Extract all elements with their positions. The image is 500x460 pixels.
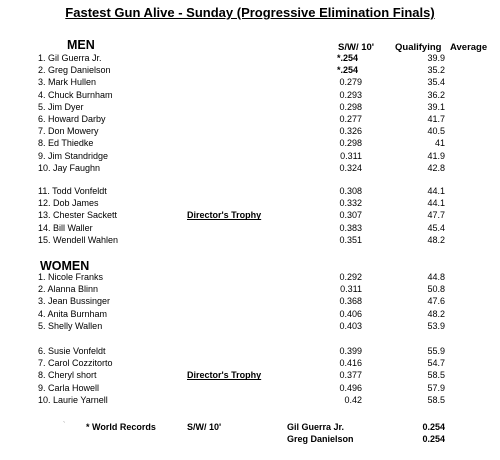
- qualifying-average-value: 53.9: [427, 320, 445, 331]
- sw-time-value: *.254: [337, 53, 359, 63]
- qualifying-average-value: 40.5: [427, 126, 445, 137]
- table-row: [0, 126, 500, 138]
- qualifying-average-value: 35.4: [427, 77, 445, 88]
- sw-time-value: 0.298: [339, 101, 362, 112]
- directors-trophy-label: Director's Trophy: [187, 210, 262, 221]
- column-sw-header: S/W/ 10': [338, 42, 375, 53]
- table-row: [0, 65, 500, 77]
- sw-time-value: 0.416: [339, 358, 362, 369]
- sw-time-value: 0.279: [339, 77, 362, 88]
- qualifying-average-value: 57.9: [427, 382, 445, 393]
- competitor-name: 6. Howard Darby: [38, 114, 106, 124]
- qualifying-average-value: 58.5: [427, 394, 445, 405]
- competitor-name: 9. Carla Howell: [38, 382, 100, 393]
- table-row: [0, 321, 500, 333]
- competitor-name: 2. Alanna Blinn: [38, 284, 99, 295]
- sw-time-value: 0.42: [344, 394, 362, 405]
- qualifying-average-value: 48.2: [427, 234, 445, 245]
- sw-time-value: 0.406: [339, 308, 362, 319]
- table-row: [0, 370, 500, 382]
- qualifying-average-value: 45.4: [427, 222, 445, 233]
- qualifying-average-value: 44.1: [427, 198, 445, 209]
- world-records-sw-label: S/W/ 10': [187, 422, 222, 432]
- directors-trophy-label: Director's Trophy: [187, 370, 262, 381]
- column-average-header: Average: [450, 42, 488, 53]
- qualifying-average-value: 44.8: [427, 272, 445, 282]
- competitor-name: 9. Jim Standridge: [38, 150, 109, 161]
- qualifying-average-value: 50.8: [427, 284, 445, 295]
- world-record-name: Greg Danielson: [287, 434, 354, 444]
- competitor-name: 12. Dob James: [38, 198, 99, 209]
- competitor-name: 15. Wendell Wahlen: [38, 234, 119, 245]
- table-row: [0, 309, 500, 321]
- qualifying-average-value: 47.6: [427, 296, 445, 307]
- competitor-name: 8. Cheryl short: [38, 370, 97, 381]
- sw-time-value: 0.277: [339, 114, 362, 124]
- sw-time-value: 0.368: [339, 296, 362, 307]
- competitor-name: 3. Mark Hullen: [38, 77, 97, 88]
- table-row: [0, 272, 500, 284]
- qualifying-average-value: 48.2: [427, 308, 445, 319]
- competitor-name: 2. Greg Danielson: [38, 65, 111, 76]
- world-record-name: Gil Guerra Jr.: [287, 422, 345, 432]
- competitor-name: 10. Laurie Yarnell: [38, 394, 108, 405]
- qualifying-average-value: 47.7: [427, 210, 445, 221]
- table-row: [0, 138, 500, 150]
- table-row: [0, 284, 500, 296]
- sw-time-value: 0.293: [339, 89, 362, 100]
- world-record-value: 0.254: [422, 434, 445, 444]
- sw-time-value: 0.496: [339, 382, 362, 393]
- competitor-name: 6. Susie Vonfeldt: [38, 346, 106, 356]
- sw-time-value: 0.403: [339, 320, 362, 331]
- sw-time-value: 0.308: [339, 186, 362, 196]
- competitor-name: 3. Jean Bussinger: [38, 296, 111, 307]
- competitor-name: 1. Nicole Franks: [38, 272, 104, 282]
- qualifying-average-value: 36.2: [427, 89, 445, 100]
- sw-time-value: 0.307: [339, 210, 362, 221]
- competitor-name: 4. Anita Burnham: [38, 308, 108, 319]
- table-row: [0, 114, 500, 126]
- footer-tick-mark: `: [63, 422, 66, 429]
- qualifying-average-value: 42.8: [427, 162, 445, 173]
- sw-time-value: 0.332: [339, 198, 362, 209]
- table-row: [0, 77, 500, 89]
- column-qualifying-header: Qualifying: [395, 42, 442, 53]
- table-row: [0, 210, 500, 222]
- table-row: [0, 186, 500, 198]
- sw-time-value: 0.292: [339, 272, 362, 282]
- world-records-label: * World Records: [86, 422, 156, 432]
- table-row: [0, 53, 500, 65]
- qualifying-average-value: 35.2: [427, 65, 445, 76]
- sw-time-value: 0.326: [339, 126, 362, 137]
- competitor-name: 11. Todd Vonfeldt: [38, 186, 107, 196]
- competitor-name: 1. Gil Guerra Jr.: [38, 53, 102, 63]
- table-row: [0, 163, 500, 175]
- competitor-name: 13. Chester Sackett: [38, 210, 118, 221]
- qualifying-average-value: 55.9: [427, 346, 445, 356]
- table-row: [0, 358, 500, 370]
- competitor-name: 8. Ed Thiedke: [38, 138, 94, 149]
- table-row: [0, 90, 500, 102]
- competitor-name: 10. Jay Faughn: [38, 162, 101, 173]
- table-row: [0, 346, 500, 358]
- table-row: [0, 102, 500, 114]
- qualifying-average-value: 44.1: [427, 186, 445, 196]
- competitor-name: 5. Jim Dyer: [38, 101, 84, 112]
- table-row: [0, 235, 500, 247]
- qualifying-average-value: 41: [434, 138, 445, 149]
- qualifying-average-value: 54.7: [427, 358, 445, 369]
- sw-time-value: 0.324: [339, 162, 362, 173]
- sw-time-value: 0.399: [339, 346, 362, 356]
- page-title: Fastest Gun Alive - Sunday (Progressive Elimination Finals): [65, 5, 435, 20]
- qualifying-average-value: 58.5: [427, 370, 445, 381]
- men-heading: MEN: [67, 38, 95, 52]
- sw-time-value: 0.298: [339, 138, 362, 149]
- qualifying-average-value: 39.1: [427, 101, 445, 112]
- qualifying-average-value: 41.7: [427, 114, 445, 124]
- sw-time-value: 0.311: [340, 150, 362, 161]
- qualifying-average-value: 41.9: [427, 150, 445, 161]
- competitor-name: 4. Chuck Burnham: [38, 89, 113, 100]
- table-row: [0, 151, 500, 163]
- competitor-name: 5. Shelly Wallen: [38, 320, 103, 331]
- world-record-value: 0.254: [422, 422, 445, 432]
- competitor-name: 7. Don Mowery: [38, 126, 99, 137]
- women-heading: WOMEN: [40, 259, 90, 273]
- sw-time-value: 0.377: [339, 370, 362, 381]
- qualifying-average-value: 39.9: [427, 53, 445, 63]
- table-row: [0, 296, 500, 308]
- sw-time-value: 0.351: [339, 234, 362, 245]
- table-row: [0, 395, 500, 407]
- sw-time-value: *.254: [337, 65, 359, 76]
- sw-time-value: 0.383: [339, 222, 362, 233]
- table-row: [0, 198, 500, 210]
- table-row: [0, 223, 500, 235]
- competitor-name: 7. Carol Cozzitorto: [38, 358, 113, 369]
- sw-time-value: 0.311: [340, 284, 362, 295]
- table-row: [0, 383, 500, 395]
- competitor-name: 14. Bill Waller: [38, 222, 93, 233]
